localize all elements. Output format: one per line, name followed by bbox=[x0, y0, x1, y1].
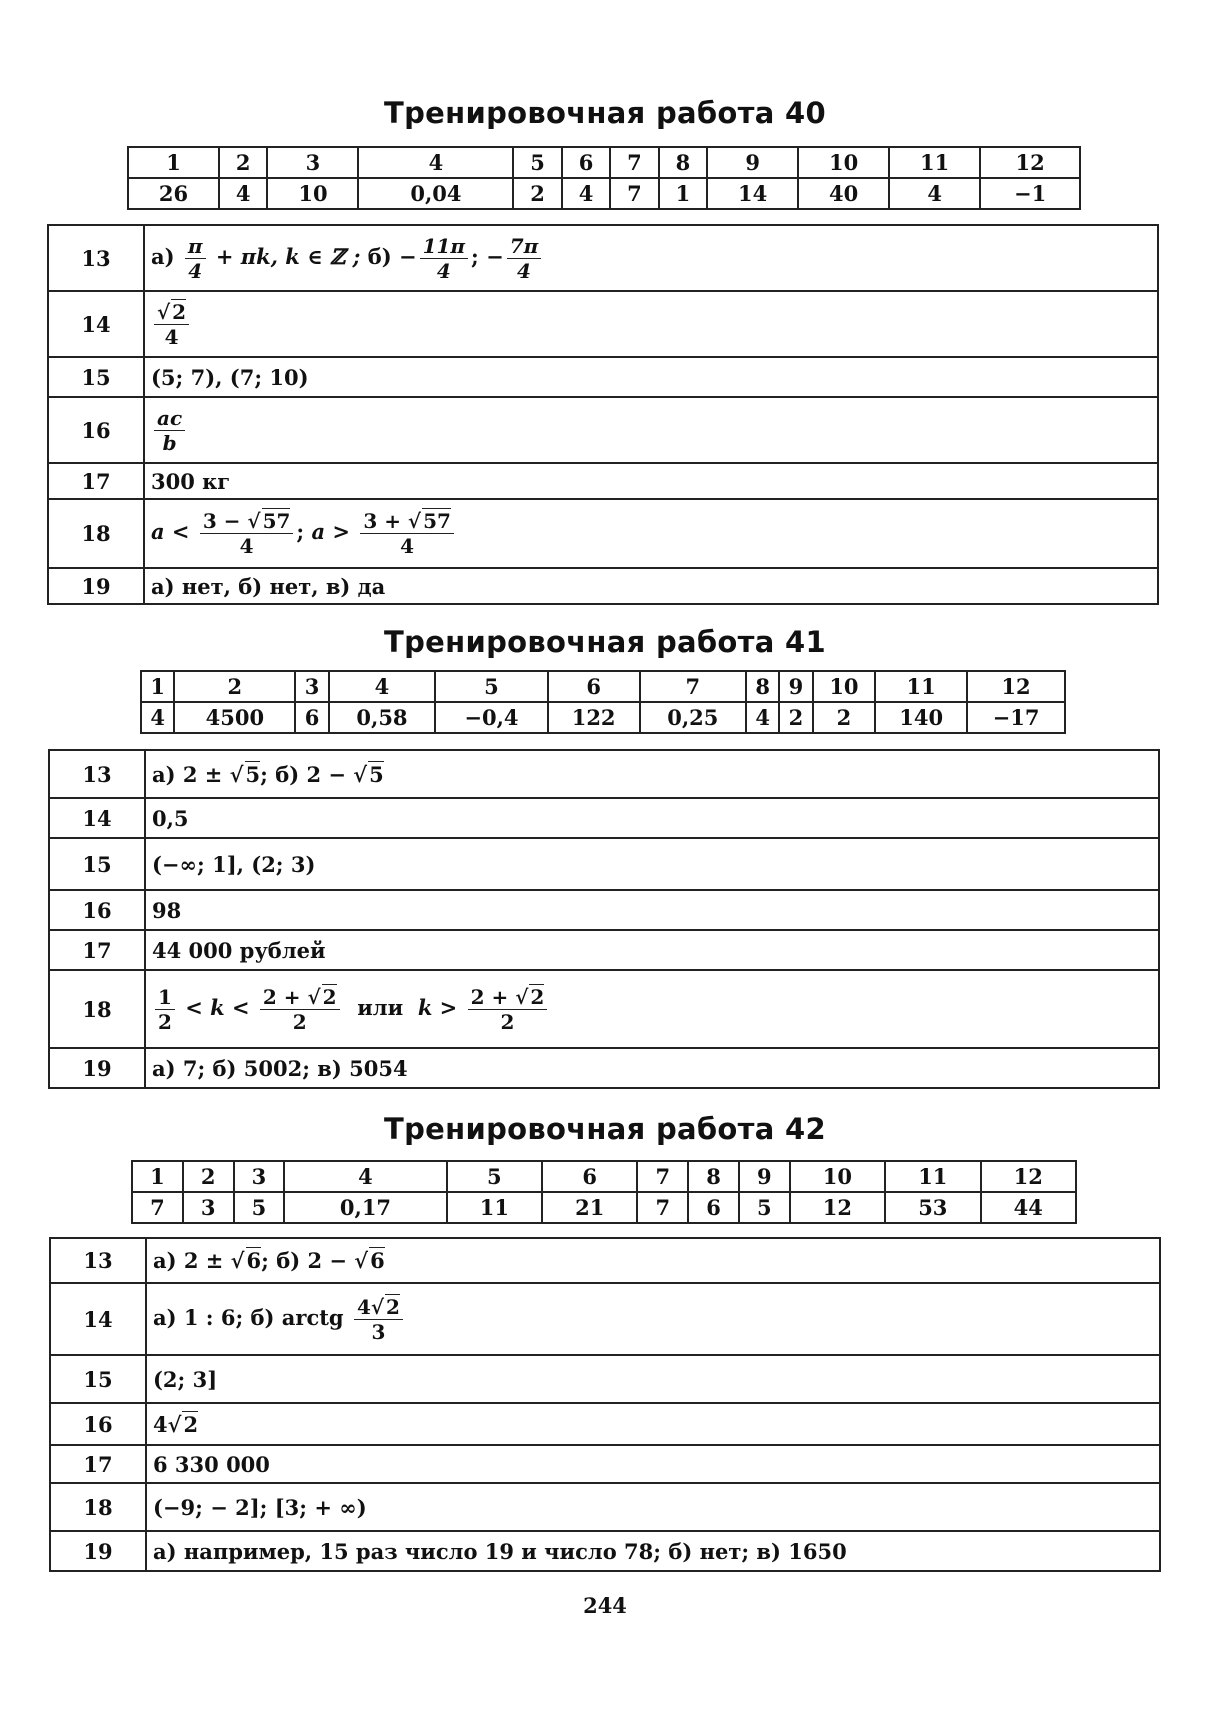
question-number: 10 bbox=[790, 1161, 885, 1192]
long-answer-row bbox=[50, 1445, 1160, 1483]
question-number: 9 bbox=[707, 147, 798, 178]
question-number: 17 bbox=[50, 1445, 146, 1483]
answer-row bbox=[132, 1192, 1076, 1223]
question-number: 1 bbox=[128, 147, 219, 178]
fraction: $\frac{2 + √ 2}{2}$ bbox=[468, 985, 548, 1034]
answer-cell: 0,5 bbox=[145, 798, 1159, 838]
answer-cell: 53 bbox=[885, 1192, 980, 1223]
fraction: $\frac{7\pi}{4}$ bbox=[507, 234, 542, 283]
question-number: 18 bbox=[48, 499, 144, 568]
answer-cell: a < $\frac{3 - √ 57}{4}$ ; a > $\frac{3 + √ 57}{4}$ bbox=[144, 499, 1158, 568]
fraction: $\frac{ac}{b}$ bbox=[154, 406, 185, 455]
question-number: 8 bbox=[659, 147, 707, 178]
question-number: 1 bbox=[132, 1161, 183, 1192]
question-number: 6 bbox=[542, 1161, 637, 1192]
answer-cell: а) 2 ± √6; б) 2 − √6 bbox=[146, 1238, 1160, 1283]
question-number: 9 bbox=[779, 671, 812, 702]
answer-cell: 26 bbox=[128, 178, 219, 209]
question-number: 17 bbox=[48, 463, 144, 499]
answer-cell: 300 кг bbox=[144, 463, 1158, 499]
long-answer-row bbox=[49, 798, 1159, 838]
answer-cell: 2 bbox=[513, 178, 561, 209]
answer-cell: 0,04 bbox=[358, 178, 513, 209]
question-number: 3 bbox=[267, 147, 358, 178]
fraction: $\frac{11\pi}{4}$ bbox=[420, 234, 468, 283]
answer-cell: 98 bbox=[145, 890, 1159, 930]
question-number: 16 bbox=[48, 397, 144, 463]
question-number: 7 bbox=[637, 1161, 688, 1192]
question-number: 13 bbox=[48, 225, 144, 291]
answer-cell: −1 bbox=[980, 178, 1080, 209]
question-number: 17 bbox=[49, 930, 145, 970]
long-answer-row bbox=[49, 930, 1159, 970]
answer-cell: 6 330 000 bbox=[146, 1445, 1160, 1483]
answer-cell: 2 bbox=[813, 702, 876, 733]
answer-cell: 0,17 bbox=[284, 1192, 446, 1223]
question-number: 10 bbox=[813, 671, 876, 702]
answer-cell: 7 bbox=[637, 1192, 688, 1223]
long-answer-row bbox=[48, 225, 1158, 291]
answer-cell: −17 bbox=[967, 702, 1065, 733]
answer-cell: 5 bbox=[739, 1192, 790, 1223]
long-answer-row bbox=[50, 1283, 1160, 1355]
question-number: 15 bbox=[50, 1355, 146, 1403]
long-answer-row bbox=[48, 499, 1158, 568]
question-number: 8 bbox=[746, 671, 779, 702]
answer-cell bbox=[144, 291, 1158, 357]
answer-cell: 40 bbox=[798, 178, 889, 209]
question-number: 12 bbox=[980, 147, 1080, 178]
question-number: 12 bbox=[967, 671, 1065, 702]
answer-cell: (2; 3] bbox=[146, 1355, 1160, 1403]
question-number: 6 bbox=[548, 671, 640, 702]
answer-cell: 0,58 bbox=[329, 702, 436, 733]
question-number: 11 bbox=[875, 671, 967, 702]
long-answer-row bbox=[49, 838, 1159, 890]
long-answer-row bbox=[50, 1403, 1160, 1445]
long-answer-row bbox=[49, 750, 1159, 798]
work-40-long-answers bbox=[47, 224, 1159, 605]
answer-cell: 7 bbox=[610, 178, 658, 209]
answer-cell: а) нет, б) нет, в) да bbox=[144, 568, 1158, 604]
answer-cell: 6 bbox=[295, 702, 328, 733]
question-number: 19 bbox=[49, 1048, 145, 1088]
answer-cell: 0,25 bbox=[640, 702, 747, 733]
work-41-long-answers bbox=[48, 749, 1160, 1089]
long-answer-row bbox=[49, 1048, 1159, 1088]
answer-cell: 4 bbox=[219, 178, 267, 209]
question-number: 5 bbox=[513, 147, 561, 178]
work-42-short-answers bbox=[131, 1160, 1077, 1224]
long-answer-row bbox=[48, 397, 1158, 463]
question-number: 15 bbox=[49, 838, 145, 890]
question-number: 4 bbox=[358, 147, 513, 178]
work-41-title: Тренировочная работа 41 bbox=[384, 625, 826, 659]
answer-cell: 2 bbox=[779, 702, 812, 733]
work-40-short-answers bbox=[127, 146, 1081, 210]
question-number: 9 bbox=[739, 1161, 790, 1192]
work-41-short-answers bbox=[140, 670, 1066, 734]
answer-cell: 4500 bbox=[174, 702, 295, 733]
question-number: 3 bbox=[295, 671, 328, 702]
question-number: 2 bbox=[183, 1161, 234, 1192]
long-answer-row bbox=[50, 1483, 1160, 1531]
answer-cell bbox=[144, 397, 1158, 463]
answer-cell: 1 bbox=[659, 178, 707, 209]
question-number: 16 bbox=[50, 1403, 146, 1445]
answer-cell: а) 1 : 6; б) arctg $\frac{4√ 2}{3}$ bbox=[146, 1283, 1160, 1355]
answer-cell: 44 bbox=[981, 1192, 1077, 1223]
answer-cell: а) 2 ± √5; б) 2 − √5 bbox=[145, 750, 1159, 798]
question-number-row bbox=[132, 1161, 1076, 1192]
question-number: 14 bbox=[50, 1283, 146, 1355]
question-number: 3 bbox=[234, 1161, 285, 1192]
question-number: 5 bbox=[435, 671, 547, 702]
question-number: 10 bbox=[798, 147, 889, 178]
answer-cell: 10 bbox=[267, 178, 358, 209]
answer-cell: 11 bbox=[447, 1192, 542, 1223]
fraction: $\frac{3 - √ 57}{4}$ bbox=[200, 509, 294, 558]
work-42-long-answers bbox=[49, 1237, 1161, 1572]
question-number: 19 bbox=[48, 568, 144, 604]
question-number-row bbox=[128, 147, 1080, 178]
answer-cell: 44 000 рублей bbox=[145, 930, 1159, 970]
answer-row bbox=[141, 702, 1065, 733]
answer-cell: (−∞; 1], (2; 3) bbox=[145, 838, 1159, 890]
question-number: 11 bbox=[885, 1161, 980, 1192]
question-number: 7 bbox=[610, 147, 658, 178]
fraction: $\frac{2 + √ 2}{2}$ bbox=[260, 985, 340, 1034]
answer-cell: 4 bbox=[141, 702, 174, 733]
question-number: 18 bbox=[49, 970, 145, 1048]
answer-cell: 122 bbox=[548, 702, 640, 733]
fraction: $\frac{1}{2}$ bbox=[155, 985, 175, 1034]
fraction: $\frac{4√ 2}{3}$ bbox=[354, 1295, 403, 1344]
question-number: 7 bbox=[640, 671, 747, 702]
fraction: $\frac{√ 2}{4}$ bbox=[154, 300, 189, 349]
answer-cell: а) $\frac{\pi}{4}$ + πk, k ∈ ℤ ; б) − $\frac{11\pi}{4}$ ; − $\frac{7\pi}{4}$ bbox=[144, 225, 1158, 291]
answer-cell: 7 bbox=[132, 1192, 183, 1223]
long-answer-row bbox=[48, 568, 1158, 604]
answer-cell: 14 bbox=[707, 178, 798, 209]
question-number: 1 bbox=[141, 671, 174, 702]
answer-cell: (5; 7), (7; 10) bbox=[144, 357, 1158, 397]
answer-cell: $\frac{1}{2}$ < k < $\frac{2 + √ 2}{2}$ или k > $\frac{2 + √ 2}{2}$ bbox=[145, 970, 1159, 1048]
question-number: 12 bbox=[981, 1161, 1077, 1192]
long-answer-row bbox=[48, 463, 1158, 499]
answer-row bbox=[128, 178, 1080, 209]
answer-cell: 140 bbox=[875, 702, 967, 733]
answer-cell: 4√2 bbox=[146, 1403, 1160, 1445]
question-number: 4 bbox=[329, 671, 436, 702]
long-answer-row bbox=[49, 970, 1159, 1048]
answer-cell: 6 bbox=[688, 1192, 739, 1223]
answer-cell: 4 bbox=[562, 178, 610, 209]
answer-cell: а) 7; б) 5002; в) 5054 bbox=[145, 1048, 1159, 1088]
question-number: 15 bbox=[48, 357, 144, 397]
question-number: 13 bbox=[49, 750, 145, 798]
question-number: 2 bbox=[219, 147, 267, 178]
answer-cell: 4 bbox=[889, 178, 980, 209]
long-answer-row bbox=[50, 1238, 1160, 1283]
long-answer-row bbox=[49, 890, 1159, 930]
question-number: 18 bbox=[50, 1483, 146, 1531]
question-number: 13 bbox=[50, 1238, 146, 1283]
fraction: $\frac{\pi}{4}$ bbox=[185, 234, 206, 283]
long-answer-row bbox=[48, 291, 1158, 357]
long-answer-row bbox=[50, 1355, 1160, 1403]
fraction: $\frac{3 + √ 57}{4}$ bbox=[360, 509, 454, 558]
page-number: 244 bbox=[583, 1593, 627, 1618]
answer-cell: 12 bbox=[790, 1192, 885, 1223]
question-number: 6 bbox=[562, 147, 610, 178]
question-number: 8 bbox=[688, 1161, 739, 1192]
answer-cell: 4 bbox=[746, 702, 779, 733]
long-answer-row bbox=[48, 357, 1158, 397]
answer-cell: 5 bbox=[234, 1192, 285, 1223]
question-number: 5 bbox=[447, 1161, 542, 1192]
question-number-row bbox=[141, 671, 1065, 702]
question-number: 2 bbox=[174, 671, 295, 702]
answer-cell: 21 bbox=[542, 1192, 637, 1223]
question-number: 11 bbox=[889, 147, 980, 178]
work-42-title: Тренировочная работа 42 bbox=[384, 1112, 826, 1146]
question-number: 14 bbox=[48, 291, 144, 357]
question-number: 14 bbox=[49, 798, 145, 838]
answer-cell: а) например, 15 раз число 19 и число 78; б) нет; в) 1650 bbox=[146, 1531, 1160, 1571]
question-number: 19 bbox=[50, 1531, 146, 1571]
question-number: 16 bbox=[49, 890, 145, 930]
question-number: 4 bbox=[284, 1161, 446, 1192]
work-40-title: Тренировочная работа 40 bbox=[384, 96, 826, 130]
answer-cell: 3 bbox=[183, 1192, 234, 1223]
long-answer-row bbox=[50, 1531, 1160, 1571]
answer-cell: (−9; − 2]; [3; + ∞) bbox=[146, 1483, 1160, 1531]
answer-cell: −0,4 bbox=[435, 702, 547, 733]
